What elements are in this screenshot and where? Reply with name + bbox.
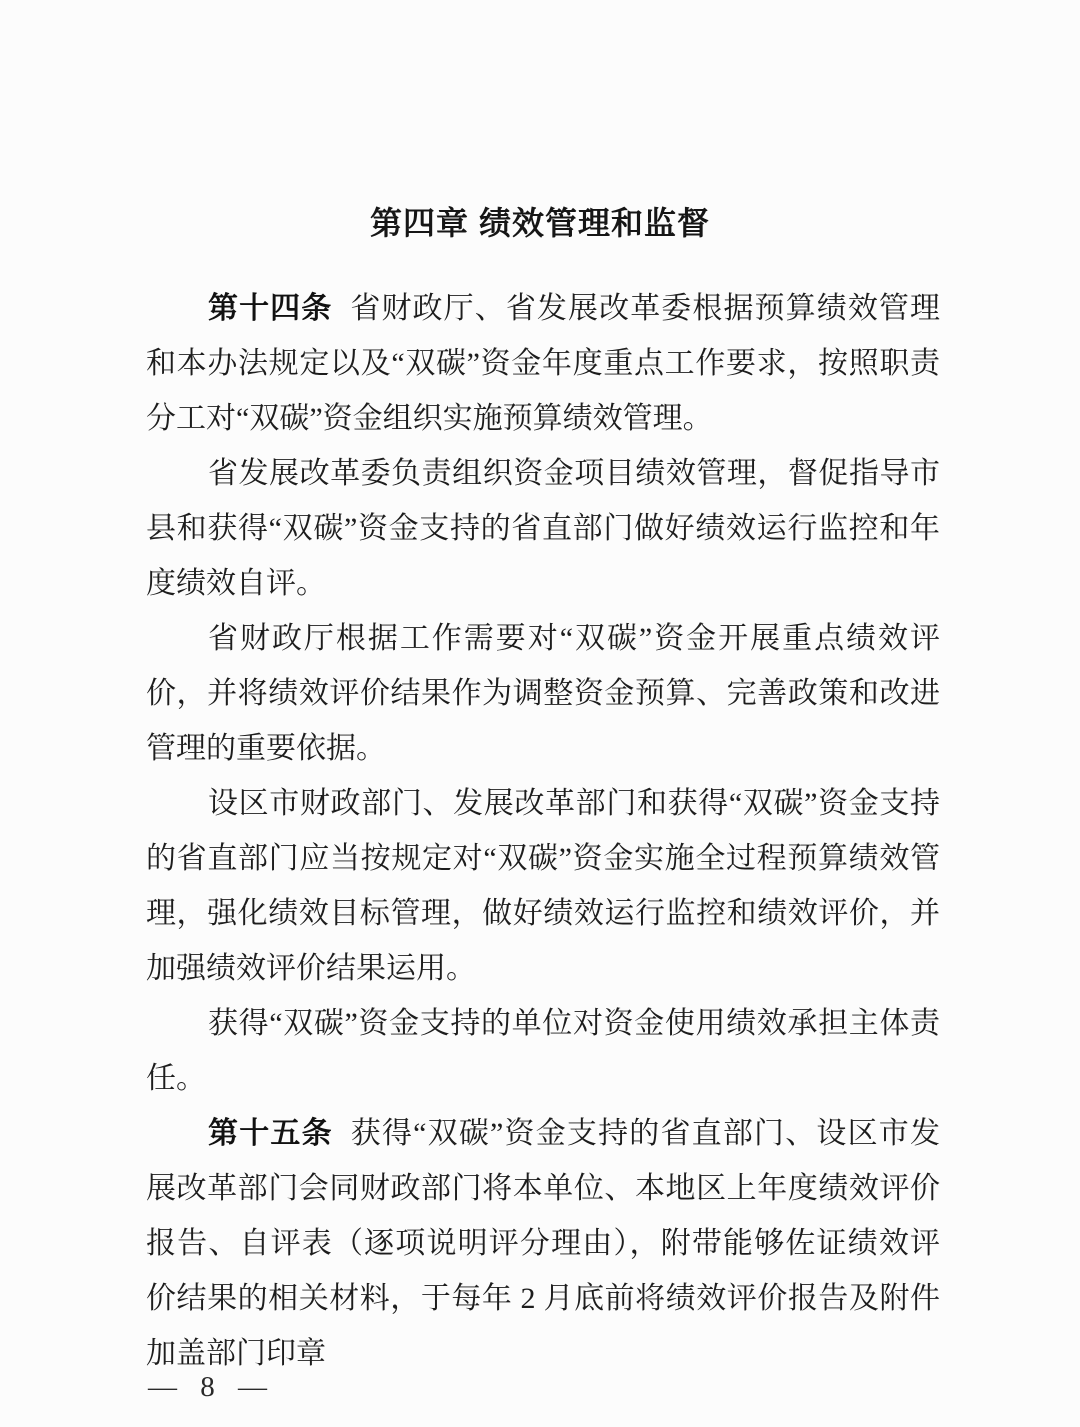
page-number: — 8 — bbox=[148, 1371, 275, 1403]
paragraph-article-15 bbox=[146, 1106, 940, 1381]
article-14-number: 第十四条 bbox=[208, 292, 333, 325]
paragraph-text: 省发展改革委负责组织资金项目绩效管理，督促指导市县和获得“双碳”资金支持的省直部门做好绩效运行监控和年度绩效自评。 bbox=[146, 457, 940, 600]
article-15-number: 第十五条 bbox=[208, 1117, 333, 1150]
page-footer bbox=[148, 1371, 275, 1403]
paragraph bbox=[146, 996, 940, 1106]
paragraph bbox=[146, 776, 940, 996]
paragraph bbox=[146, 611, 940, 776]
document-body bbox=[146, 281, 940, 1381]
article-15-text: 获得“双碳”资金支持的省直部门、设区市发展改革部门会同财政部门将本单位、本地区上年度绩效评价报告、自评表（逐项说明评分理由），附带能够佐证绩效评价结果的相关材料，于每年 2 月底前将绩效评价报告及附件加盖部门印章 bbox=[146, 1117, 940, 1370]
article-14-text: 省财政厅、省发展改革委根据预算绩效管理和本办法规定以及“双碳”资金年度重点工作要求，按照职责分工对“双碳”资金组织实施预算绩效管理。 bbox=[146, 292, 941, 435]
paragraph-article-14 bbox=[146, 281, 940, 446]
paragraph-text: 省财政厅根据工作需要对“双碳”资金开展重点绩效评价，并将绩效评价结果作为调整资金预算、完善政策和改进管理的重要依据。 bbox=[146, 622, 940, 765]
paragraph-text: 获得“双碳”资金支持的单位对资金使用绩效承担主体责任。 bbox=[146, 1007, 940, 1095]
chapter-title: 第四章 绩效管理和监督 bbox=[370, 205, 710, 241]
paragraph-text: 设区市财政部门、发展改革部门和获得“双碳”资金支持的省直部门应当按规定对“双碳”资金实施全过程预算绩效管理，强化绩效目标管理，做好绩效运行监控和绩效评价，并加强绩效评价结果运用。 bbox=[146, 787, 940, 985]
paragraph bbox=[146, 446, 940, 611]
